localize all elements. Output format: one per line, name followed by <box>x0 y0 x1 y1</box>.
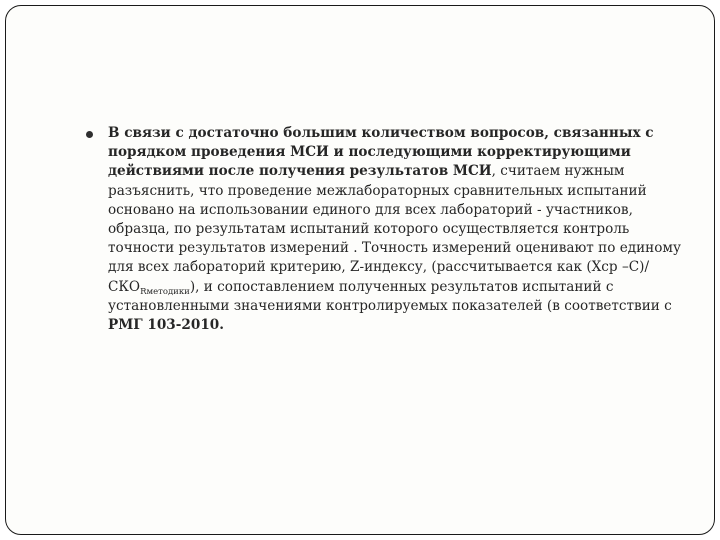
body-text-part-1: , считаем нужным разъяснить, что проведение межлабораторных сравнительных испытаний основано на использовании единого для всех лабораторий - участников, образца, по результатам испытаний которого осуществляется контроль точности результатов измерений . Точность измерений оценивают по единому для всех лабораторий критерию, Z-индексу, (рассчитывается как (Хср –С)/СКО <box>108 163 681 295</box>
body-text-part-2: ), и сопоставлением полученных результатов испытаний с установленными значениями контролируемых показателей (в соответствии с <box>108 278 672 314</box>
bullet-paragraph <box>108 124 686 335</box>
bullet-item <box>86 124 686 335</box>
slide-frame <box>5 5 715 535</box>
subscript-text: Rметодики <box>140 286 190 297</box>
bold-lead-text: В связи с достаточно большим количеством вопросов, связанных с порядком проведения МСИ и последующими корректирующими действиями после получения результатов МСИ <box>108 125 654 180</box>
bold-tail-text: РМГ 103-2010. <box>108 317 224 334</box>
bullet-dot-icon <box>86 131 93 138</box>
